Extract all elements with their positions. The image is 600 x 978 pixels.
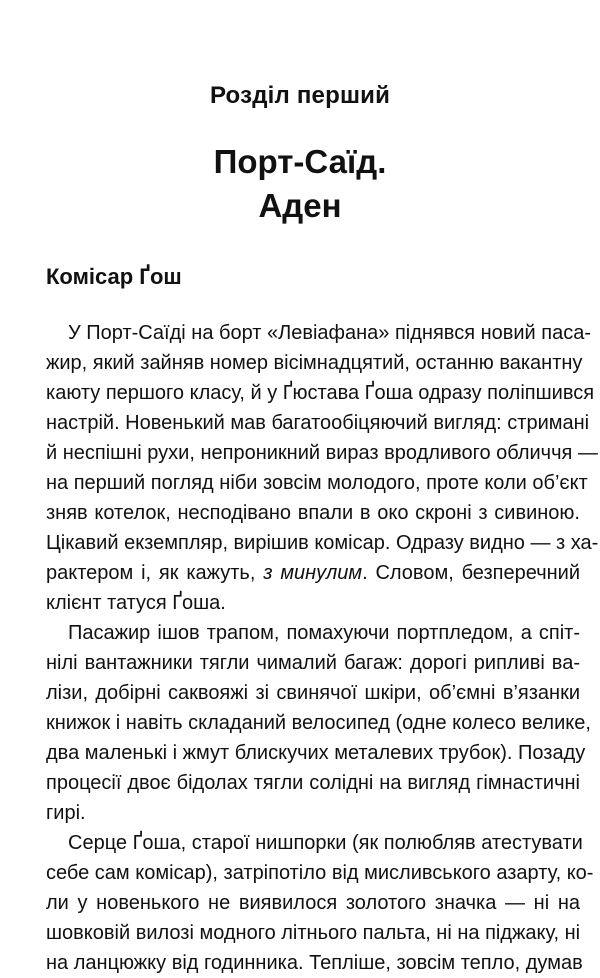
text-run: . Словом, безперечний — [362, 562, 581, 584]
text-line: жир, який зайняв номер вісімнадцятий, останню вакантну — [46, 352, 583, 374]
text-line: гирі. — [46, 802, 86, 824]
text-line: книжок і навіть складаний велосипед (одне колесо велике, — [46, 712, 591, 734]
chapter-title — [0, 140, 600, 228]
chapter-title-line-2: Аден — [258, 187, 342, 224]
text-line: шовковій вилозі модного літнього пальта, ні на піджаку, ні — [46, 922, 581, 944]
text-line: клієнт татуся Ґоша. — [46, 592, 226, 614]
text-line: на ланцюжку від годинника. Тепліше, зовсім тепло, думав — [46, 952, 583, 974]
section-title: Комісар Ґош — [46, 264, 182, 289]
text-line: лізи, добірні саквояжі зі свинячої шкіри, об’ємні в’язанки — [46, 682, 580, 704]
paragraph-2 — [46, 618, 591, 828]
text-line — [46, 558, 580, 588]
chapter-title-line-1: Порт-Саїд. — [213, 143, 387, 180]
text-line: себе сам комісар), затріпотіло від мисливського азарту, ко- — [46, 862, 594, 884]
paragraph-1 — [46, 318, 599, 618]
text-run: рактером і, як кажуть, — [46, 562, 264, 584]
text-line: на перший погляд ніби зовсім молодого, проте коли об’єкт — [46, 472, 588, 494]
text-line: Серце Ґоша, старої нишпорки (як полюбляв атестувати — [68, 832, 583, 854]
text-line: каюту першого класу, й у Ґюстава Ґоша одразу поліпшився — [46, 382, 595, 404]
text-line: нілі вантажники тягли чималий багаж: дорогі рипливі ва- — [46, 652, 580, 674]
text-line: настрій. Новенький мав багатообіцяючий вигляд: стримані — [46, 412, 590, 434]
text-line: процесії двоє бідолах тягли солідні на вигляд гімнастичні — [46, 772, 580, 794]
text-line: Цікавий екземпляр, вирішив комісар. Одразу видно — з ха- — [46, 532, 599, 554]
text-line: два маленькі і жмут блискучих металевих трубок). Позаду — [46, 742, 586, 764]
text-line: У Порт-Саїді на борт «Левіафана» піднявся новий паса- — [68, 322, 592, 344]
text-line: ли у новенького не виявилося золотого значка — ні на — [46, 892, 580, 914]
text-line: Пасажир ішов трапом, помахуючи портпледом, а спіт- — [68, 622, 580, 644]
chapter-label: Розділ перший — [209, 82, 391, 109]
text-line: й неспішні рухи, непроникний вираз вродливого обличчя — — [46, 442, 598, 464]
italic-phrase: з минулим — [263, 562, 363, 584]
text-line: зняв котелок, несподівано впали в око скроні з сивиною. — [46, 502, 580, 524]
paragraph-3 — [46, 828, 594, 978]
body-text — [46, 318, 599, 978]
